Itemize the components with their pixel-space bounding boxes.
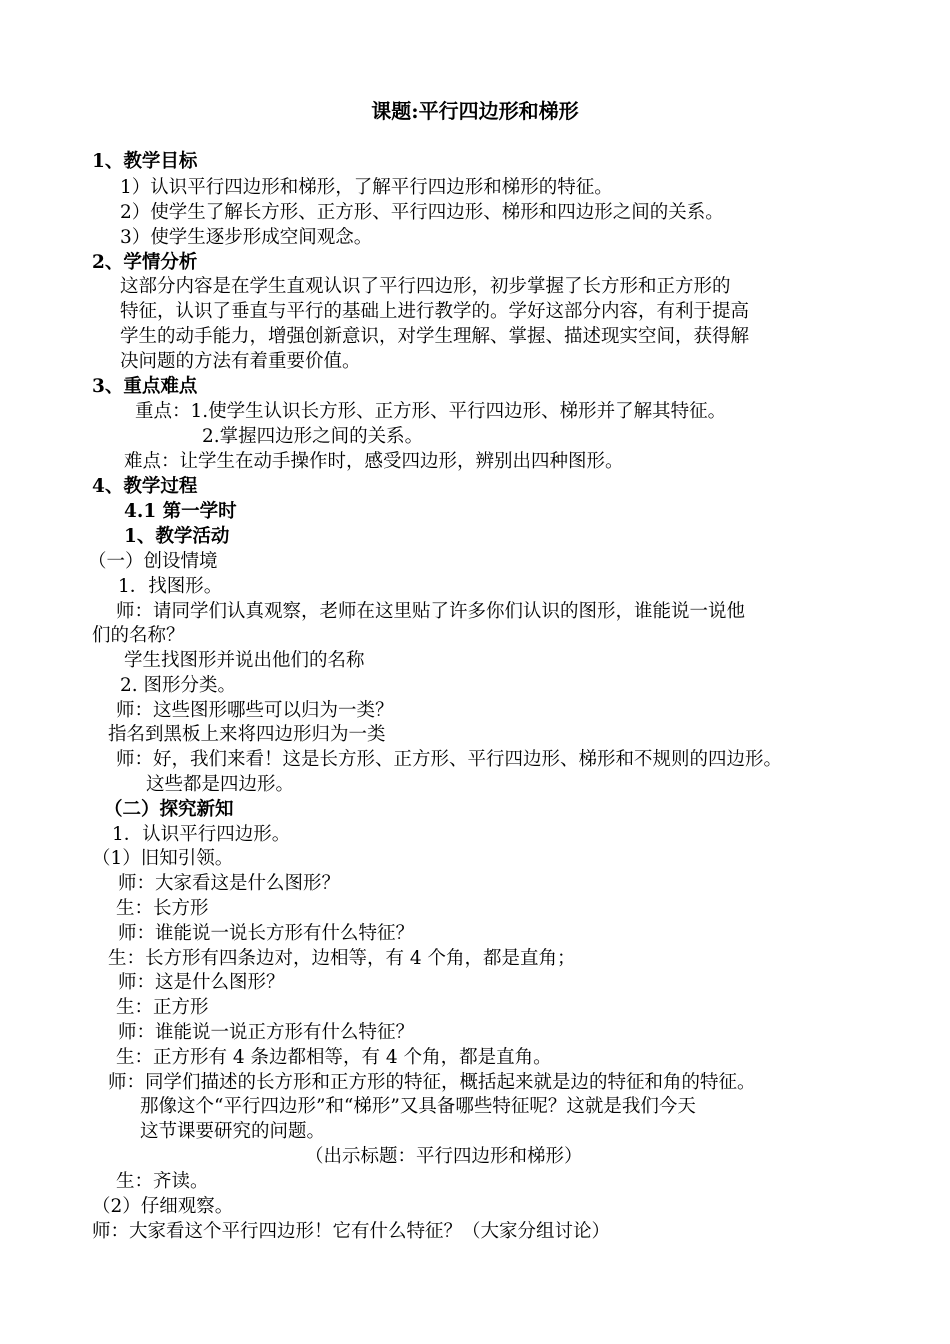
process-line: 生：齐读。: [116, 1171, 209, 1192]
goal-item: 1）认识平行四边形和梯形，了解平行四边形和梯形的特征。: [120, 177, 613, 198]
process-line: 师：好，我们来看！这是长方形、正方形、平行四边形、梯形和不规则的四边形。: [116, 749, 783, 770]
process-line: （1）旧知引领。: [92, 848, 234, 869]
process-line: 这些都是四边形。: [146, 774, 295, 795]
goal-item: 3）使学生逐步形成空间观念。: [120, 227, 373, 248]
process-line: 师：请同学们认真观察，老师在这里贴了许多你们认识的图形，谁能说一说他: [116, 601, 746, 622]
process-line: 这节课要研究的问题。: [140, 1121, 326, 1142]
process-line: （2）仔细观察。: [92, 1196, 234, 1217]
sub-heading-lesson: 4.1 第一学时: [124, 501, 237, 522]
process-line: 师：谁能说一说正方形有什么特征？: [118, 1022, 415, 1043]
process-line: 那像这个“平行四边形”和“梯形”又具备哪些特征呢？这就是我们今天: [140, 1096, 696, 1117]
sub-heading-activity: 1、教学活动: [124, 526, 230, 547]
process-line: 师：这些图形哪些可以归为一类？: [116, 700, 394, 721]
section-heading-goals: 1、教学目标: [92, 151, 198, 172]
process-line-caption: （出示标题：平行四边形和梯形）: [305, 1146, 583, 1167]
process-line: 生：长方形有四条边对，边相等，有 4 个角，都是直角；: [108, 948, 576, 969]
process-line: 师：大家看这是什么图形？: [118, 873, 341, 894]
process-line: 师：这是什么图形？: [118, 972, 285, 993]
difficulty-line: 难点：让学生在动手操作时，感受四边形，辨别出四种图形。: [124, 451, 624, 472]
process-subheading: （二）探究新知: [104, 799, 234, 820]
process-line: 2. 图形分类。: [120, 675, 237, 696]
process-line: （一）创设情境: [88, 551, 218, 572]
analysis-line: 学生的动手能力，增强创新意识，对学生理解、掌握、描述现实空间，获得解: [120, 326, 750, 347]
process-line: 生：正方形: [116, 997, 209, 1018]
process-line: 师：大家看这个平行四边形！它有什么特征？（大家分组讨论）: [92, 1221, 611, 1242]
process-line: 1．认识平行四边形。: [112, 824, 291, 845]
process-line: 师：同学们描述的长方形和正方形的特征，概括起来就是边的特征和角的特征。: [108, 1072, 756, 1093]
process-line: 1．找图形。: [118, 576, 223, 597]
process-line: 生：长方形: [116, 898, 209, 919]
goal-item: 2）使学生了解长方形、正方形、平行四边形、梯形和四边形之间的关系。: [120, 202, 724, 223]
analysis-line: 这部分内容是在学生直观认识了平行四边形，初步掌握了长方形和正方形的: [120, 276, 731, 297]
process-line: 指名到黑板上来将四边形归为一类: [108, 724, 386, 745]
process-line: 们的名称？: [92, 625, 185, 646]
section-heading-process: 4、教学过程: [92, 476, 198, 497]
key-point-line: 2.掌握四边形之间的关系。: [202, 426, 424, 447]
section-heading-key-points: 3、重点难点: [92, 376, 198, 397]
section-heading-analysis: 2、学情分析: [92, 252, 198, 273]
process-line: 学生找图形并说出他们的名称: [124, 650, 365, 671]
key-point-line: 重点：1.使学生认识长方形、正方形、平行四边形、梯形并了解其特征。: [135, 401, 727, 422]
analysis-line: 决问题的方法有着重要价值。: [120, 351, 361, 372]
process-line: 生：正方形有 4 条边都相等，有 4 个角，都是直角。: [116, 1047, 552, 1068]
process-line: 师：谁能说一说长方形有什么特征？: [118, 923, 415, 944]
page-title: 课题:平行四边形和梯形: [371, 99, 579, 123]
analysis-line: 特征，认识了垂直与平行的基础上进行教学的。学好这部分内容，有利于提高: [120, 301, 750, 322]
